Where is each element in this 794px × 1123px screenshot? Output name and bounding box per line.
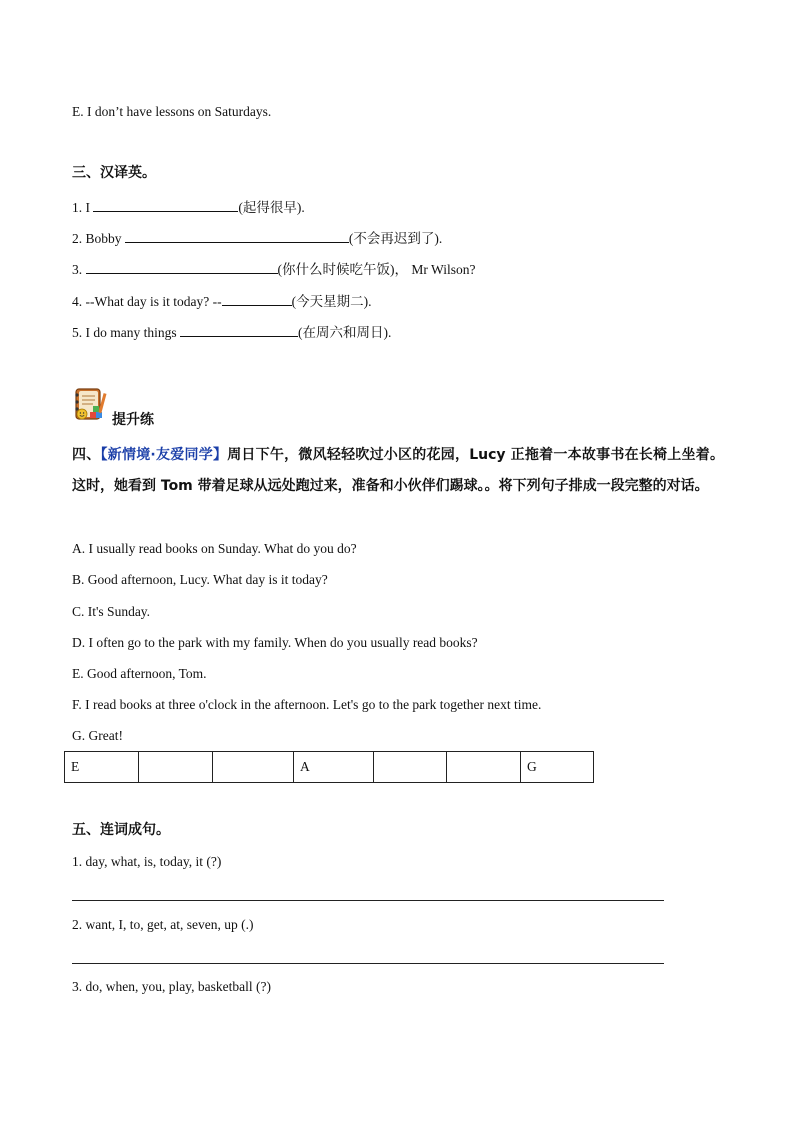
item-suffix: (起得很早).	[238, 200, 305, 215]
answer-order-table	[64, 751, 594, 783]
option-b: B. Good afternoon, Lucy. What day is it today?	[72, 572, 328, 587]
answer-cell[interactable]	[447, 752, 521, 783]
translate-item-5	[72, 322, 391, 342]
reorder-item-3: 3. do, when, you, play, basketball (?)	[72, 979, 271, 994]
answer-blank[interactable]	[222, 291, 292, 306]
item-prefix: 4. --What day is it today? --	[72, 294, 222, 309]
item-prefix: 2. Bobby	[72, 231, 125, 246]
translate-item-2	[72, 228, 442, 248]
answer-cell[interactable]: G	[521, 752, 594, 783]
reorder-item-1: 1. day, what, is, today, it (?)	[72, 854, 222, 869]
answer-blank[interactable]	[180, 322, 298, 337]
answer-cell[interactable]	[374, 752, 447, 783]
option-f: F. I read books at three o'clock in the afternoon. Let's go to the park together next time.	[72, 697, 542, 712]
answer-blank[interactable]	[93, 197, 238, 212]
answer-cell[interactable]	[139, 752, 213, 783]
reorder-item-2: 2. want, I, to, get, at, seven, up (.)	[72, 917, 254, 932]
item-prefix: 3.	[72, 262, 86, 277]
practice-label: 提升练	[112, 412, 154, 428]
section-number: 四、	[72, 447, 101, 463]
answer-cell[interactable]	[213, 752, 294, 783]
section-4-prompt	[72, 440, 724, 502]
option-d: D. I often go to the park with my family. When do you usually read books?	[72, 635, 478, 650]
item-prefix: 5. I do many things	[72, 325, 180, 340]
option-a: A. I usually read books on Sunday. What do you do?	[72, 541, 357, 556]
section-3-heading: 三、汉译英。	[72, 165, 156, 181]
item-suffix: (今天星期二).	[291, 294, 372, 309]
notebook-icon	[73, 387, 109, 423]
answer-cell[interactable]: E	[65, 752, 139, 783]
section-5-heading: 五、连词成句。	[72, 822, 170, 838]
answer-blank[interactable]	[125, 228, 349, 243]
item-suffix: (在周六和周日).	[298, 325, 392, 340]
answer-line[interactable]	[72, 900, 664, 901]
option-g: G. Great!	[72, 728, 123, 743]
translate-item-3	[72, 259, 475, 279]
item-suffix: (不会再迟到了).	[348, 231, 443, 246]
prompt-text: 周日下午，微风轻轻吹过小区的花园，Lucy 正拖着一本故事书在长椅上坐着。这时，她看到 Tom 带着足球从远处跑过来，准备和小伙伴们踢球。。将下列句子排成一段完整的对话。	[72, 447, 724, 494]
translate-item-1	[72, 197, 305, 217]
answer-cell[interactable]: A	[294, 752, 374, 783]
option-e: E. I don’t have lessons on Saturdays.	[72, 104, 272, 119]
table-row	[65, 752, 594, 783]
answer-line[interactable]	[72, 963, 664, 964]
item-suffix: (你什么时候吃午饭)， Mr Wilson?	[277, 262, 476, 277]
context-tag: 【新情境·友爱同学】	[100, 447, 228, 463]
option-c: C. It's Sunday.	[72, 604, 151, 619]
item-prefix: 1. I	[72, 200, 94, 215]
answer-blank[interactable]	[86, 259, 278, 274]
option-e: E. Good afternoon, Tom.	[72, 666, 207, 681]
translate-item-4	[72, 291, 371, 311]
